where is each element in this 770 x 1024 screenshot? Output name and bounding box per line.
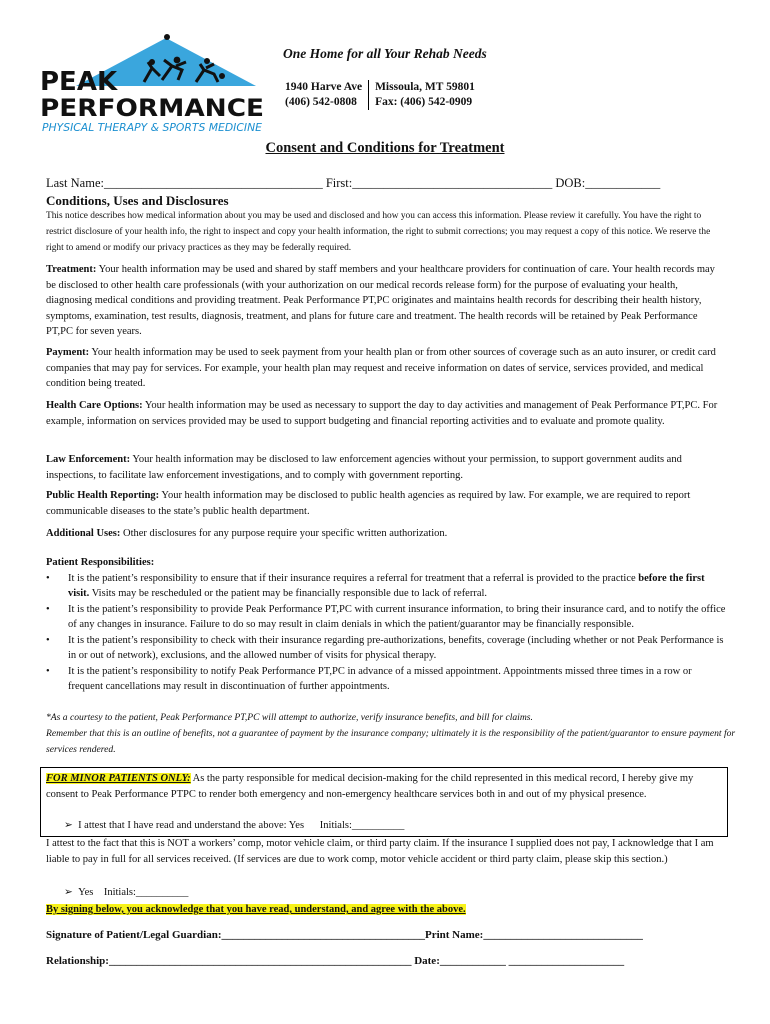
agreement-text: By signing below, you acknowledge that you have read, understand, and agree with the above.: [46, 904, 466, 915]
minor-attest-row: [64, 818, 714, 834]
yes-label: Yes: [78, 887, 94, 898]
name-dob-fields[interactable]: Last Name:___________________________________ First:________________________________ DOB:____________: [46, 176, 661, 190]
payment-text: Your health information may be used to seek payment from your health plan or from other sources of coverage such as an auto insurer, or credit card companies that may pay for services. For example, your health plan may request and receive information on dates of service, services provided, and medical condition being treated.: [46, 347, 716, 389]
bullet-icon: •: [46, 603, 50, 615]
section-heading: Conditions, Uses and Disclosures: [46, 193, 229, 208]
non-workers-comp-text: I attest to the fact that this is NOT a workers’ comp, motor vehicle claim, or third party claim. If the insurance I supplied does not pay, I acknowledge that I am liable to pay in full for all services received. (If services are due to work comp, motor vehicle accident or third party claim, please skip this section.): [46, 838, 714, 865]
list-item-text: It is the patient’s responsibility to check with their insurance regarding pre-authorizations, benefits, coverage (including whether or not Peak Performance is in or out of network), exclusions, and the allowed number of visits for physical therapy.: [68, 634, 724, 661]
phone-number: (406) 542-0808: [285, 96, 357, 108]
page-title: Consent and Conditions for Treatment: [265, 140, 505, 156]
list-item-text: It is the patient’s responsibility to ensure that if their insurance requires a referral for treatment that a referral is provided to the practice: [68, 572, 639, 584]
minor-attest-text: I attest that I have read and understand the above: Yes: [78, 820, 305, 831]
company-logo: [36, 34, 268, 136]
list-item: [46, 571, 726, 602]
list-item-text: It is the patient’s responsibility to provide Peak Performance PT,PC with current insurance information, to bring their insurance card, and to notify the office of any changes in insurance. Failure to do so may result in claim denials in which the patient/guarantor may be financially responsible.: [68, 603, 726, 630]
courtesy-note: *As a courtesy to the patient, Peak Performance PT,PC will attempt to authorize, verify insurance benefits, and bill for claims.: [46, 712, 533, 723]
tagline: One Home for all Your Rehab Needs: [283, 46, 487, 61]
payment-paragraph: [46, 345, 726, 392]
health-care-options-text: Your health information may be used as necessary to support the day to day activities and management of Peak Performance PT,PC. For example, information on services provided may be used to support budgeting and financial reporting activities and to evaluate and promote quality.: [46, 400, 718, 427]
bullet-icon: •: [46, 572, 50, 584]
address-divider: [368, 80, 369, 110]
relationship-date-fields[interactable]: Relationship:_______________________________________________________ Date:____________ _____________________: [46, 955, 625, 967]
non-workers-attest-row: [64, 885, 464, 901]
street-address: 1940 Harve Ave: [285, 81, 363, 93]
minor-initials-field[interactable]: Initials:__________: [319, 820, 405, 831]
list-item-bold-text: before the first visit.: [68, 572, 705, 599]
address-block: [285, 80, 475, 110]
health-care-options-paragraph: [46, 398, 726, 429]
responsibilities-heading: Patient Responsibilities:: [46, 557, 155, 568]
payment-label: Payment:: [46, 347, 90, 358]
arrow-icon: ➢: [64, 887, 73, 898]
fax-number: Fax: (406) 542-0909: [375, 96, 473, 108]
minor-patients-label: FOR MINOR PATIENTS ONLY:: [46, 773, 191, 784]
agreement-statement: [46, 902, 726, 918]
minor-consent-text: As the party responsible for medical decision-making for the child represented in this medical record, I hereby give my consent to Peak Performance PTPC to render both emergency and non-emergency healthcare services both in and out of my physical presence.: [46, 773, 694, 800]
law-enforcement-label: Law Enforcement:: [46, 454, 131, 465]
list-item: [46, 602, 726, 633]
public-health-paragraph: [46, 488, 726, 519]
additional-uses-paragraph: [46, 526, 726, 542]
logo-subtitle: PHYSICAL THERAPY & SPORTS MEDICINE: [42, 122, 263, 134]
bullet-icon: •: [46, 634, 50, 646]
non-workers-initials-field[interactable]: Initials:__________: [103, 887, 189, 898]
law-enforcement-text: Your health information may be disclosed to law enforcement agencies without your permission, to support government audits and inspections, to facilitate law enforcement investigations, and to comply with government reporting.: [46, 454, 682, 481]
logo-word-performance: PERFORMANCE: [40, 94, 264, 122]
health-care-options-label: Health Care Options:: [46, 400, 143, 411]
logo-word-peak: PEAK: [40, 67, 118, 97]
treatment-text: Your health information may be used and shared by staff members and your healthcare providers for continuation of care. Your health records may be disclosed to other health care professionals (with your authorization on our medical records release form) for the purpose of evaluating your health, diagnosing medical conditions and providing treatment. Peak Performance PT,PC originates and maintains health records for describing their health history, symptoms, examination, test results, diagnosis, treatment, and plans for future care and treatment. The health records will be retained by Peak Performance PT,PC for seven years.: [46, 264, 715, 337]
treatment-label: Treatment:: [46, 264, 97, 275]
intro-paragraph: This notice describes how medical information about you may be used and disclosed and how you can access this information. Please review it carefully. You have the right to restrict disclosure of your health info, the right to inspect and copy your health information, the right to submit corrections; you may request a copy of this notice. We reserve the right to amend or modify our privacy practices as they may be federally required.: [46, 211, 711, 253]
additional-uses-label: Additional Uses:: [46, 528, 121, 539]
bullet-icon: •: [46, 665, 50, 677]
treatment-paragraph: [46, 262, 726, 340]
city-state: Missoula, MT 59801: [375, 81, 475, 93]
list-item-text: It is the patient’s responsibility to notify Peak Performance PT,PC in advance of a missed appointment. Appointments missed three times in a row or frequent cancellations may result in discontinuation of further appointments.: [68, 665, 692, 692]
signature-print-name-fields[interactable]: Signature of Patient/Legal Guardian:_____________________________________Print Name:_____________________________: [46, 929, 643, 941]
minor-patients-text: [46, 771, 722, 802]
arrow-icon: ➢: [64, 820, 73, 831]
patient-responsibilities: [46, 555, 726, 695]
public-health-label: Public Health Reporting:: [46, 490, 160, 501]
public-health-text: Your health information may be disclosed to public health agencies as required by law. For example, we are required to report communicable diseases to the state’s public health department.: [46, 490, 691, 517]
list-item: [46, 633, 726, 664]
law-enforcement-paragraph: [46, 452, 726, 483]
benefits-note: Remember that this is an outline of benefits, not a guarantee of payment by the insurance company; ultimately it is the responsibility of the patient/guarantor to ensure payment for services rendered.: [46, 728, 736, 755]
list-item-text: Visits may be rescheduled or the patient may be financially responsible due to lack of referral.: [89, 588, 488, 599]
additional-uses-text: Other disclosures for any purpose require your specific written authorization.: [120, 528, 448, 539]
list-item: [46, 664, 726, 695]
